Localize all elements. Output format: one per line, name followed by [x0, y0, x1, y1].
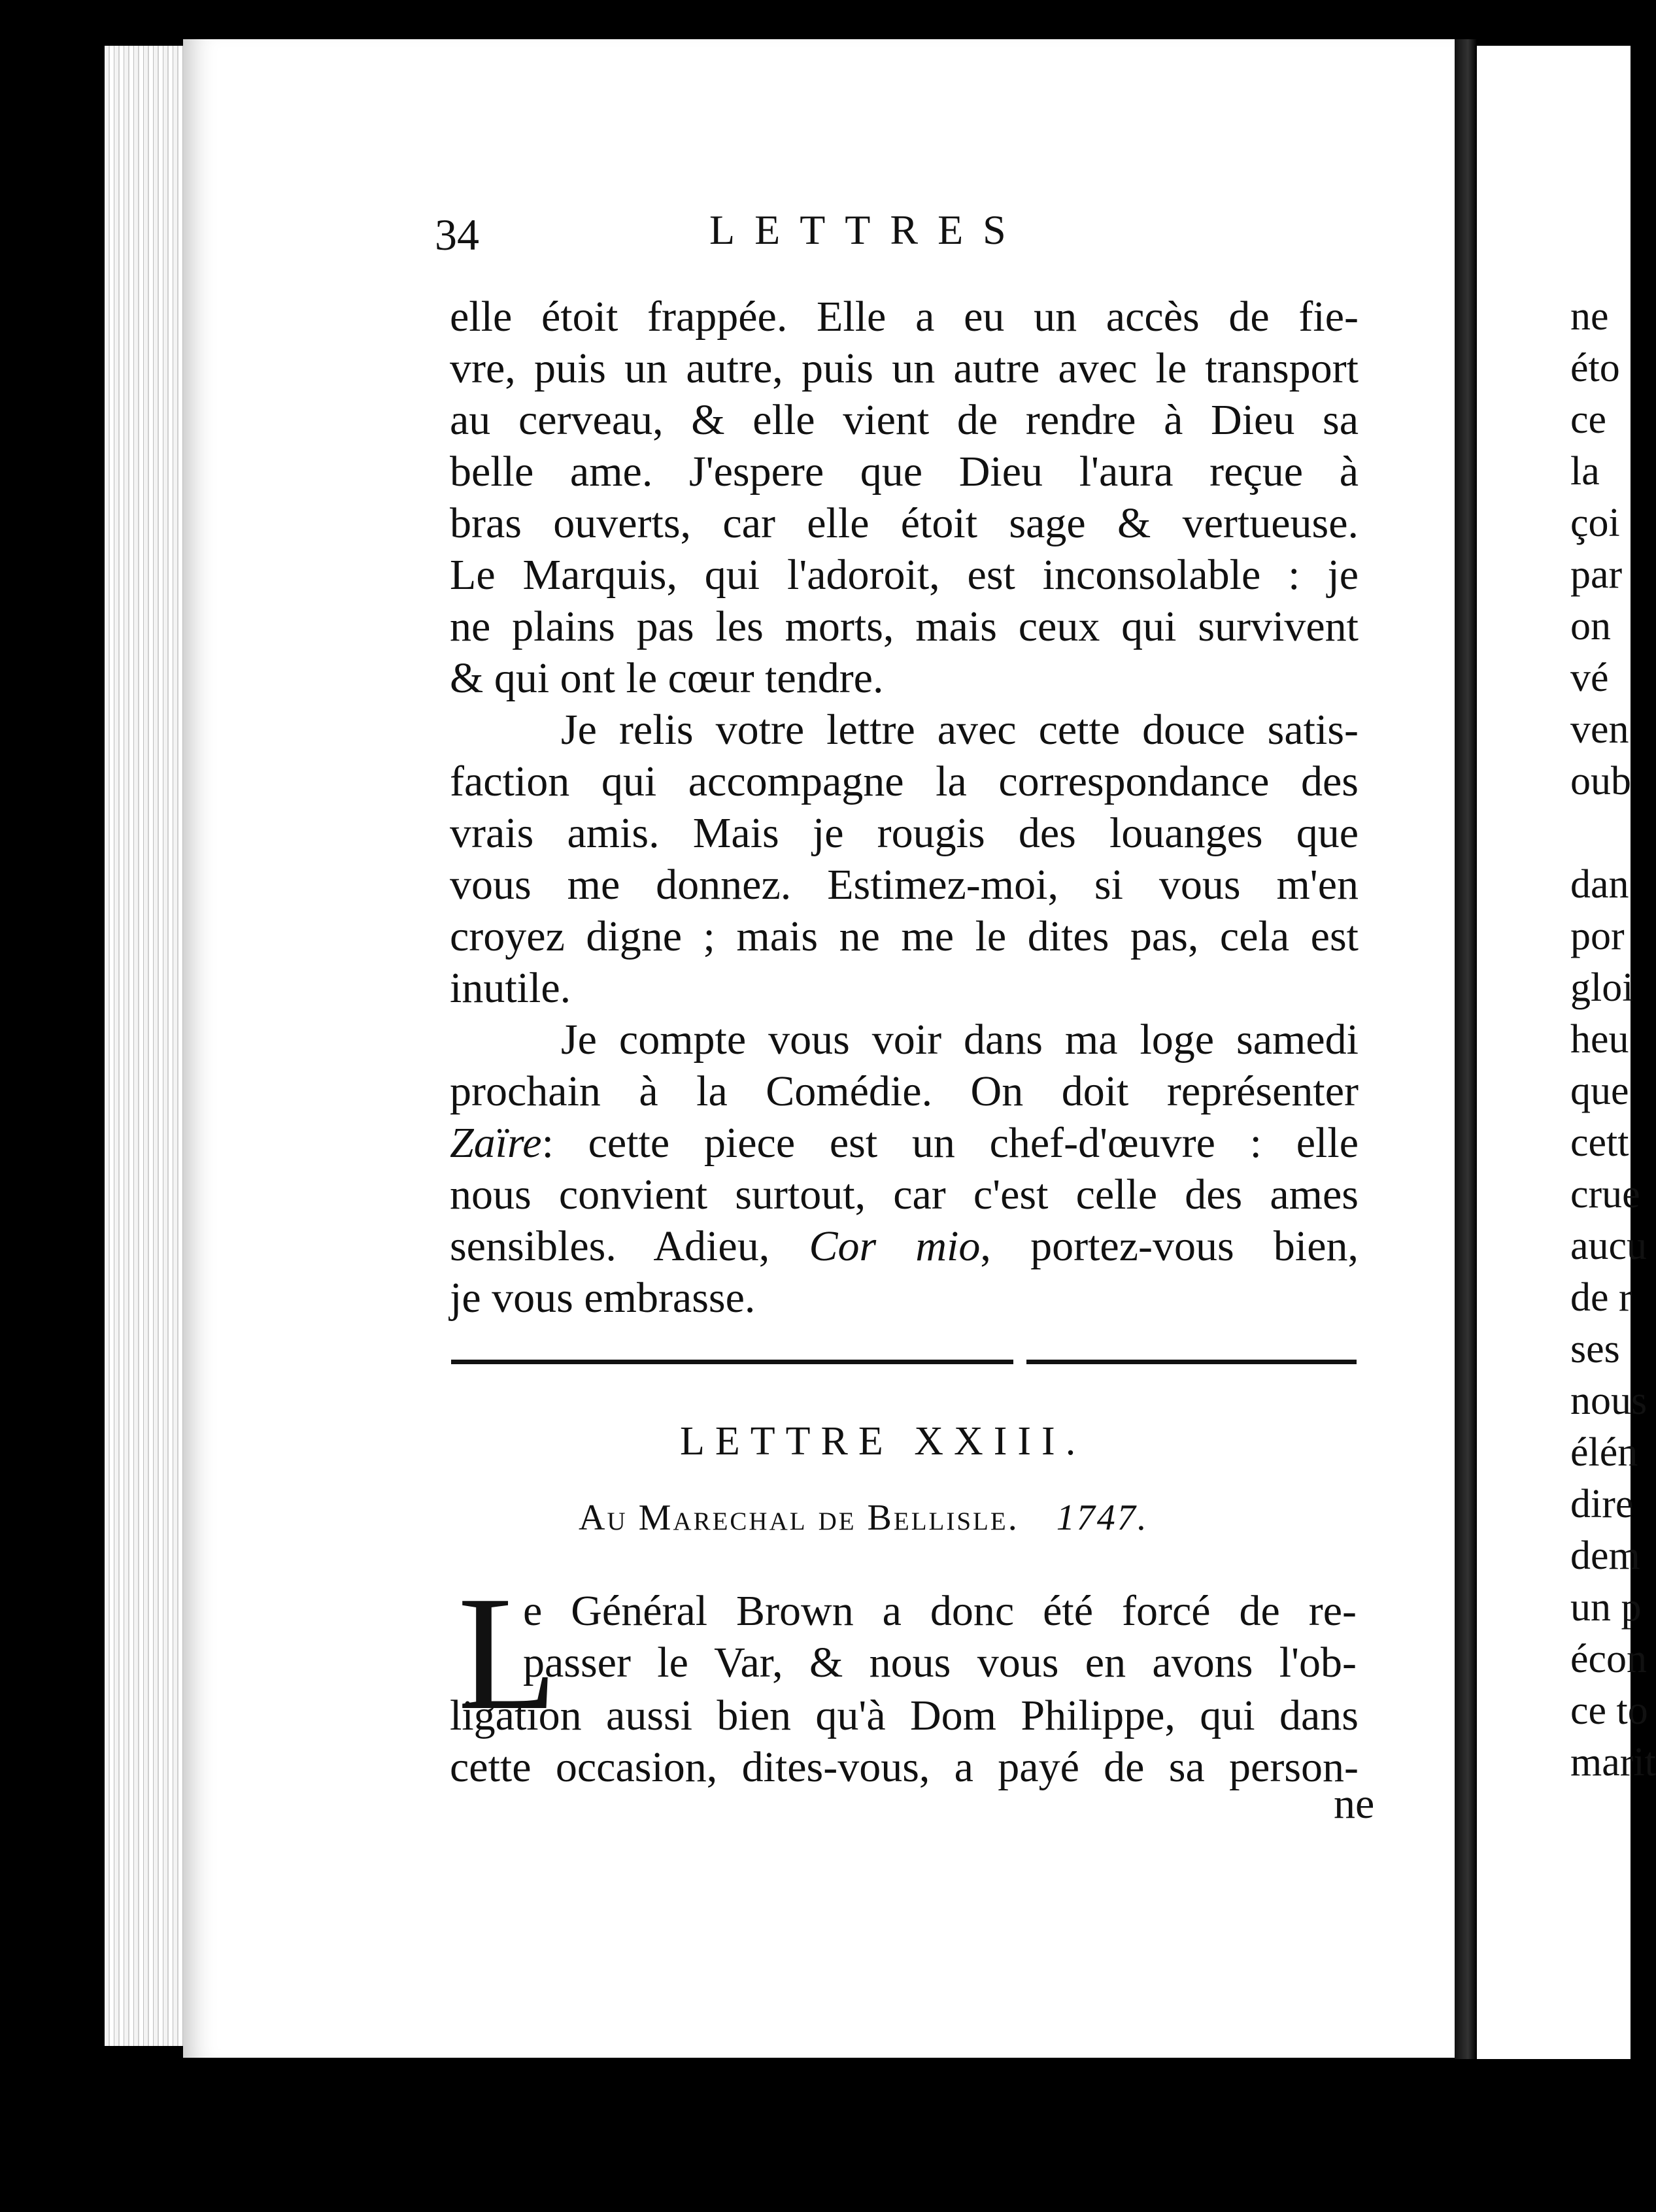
- book-gutter: [1455, 39, 1477, 2059]
- letter-address: [579, 1497, 1149, 1539]
- fragment: de r: [1570, 1275, 1632, 1320]
- fragment: gloi: [1570, 965, 1634, 1010]
- facing-page-text: [1570, 291, 1656, 1788]
- text-line: bras ouverts, car elle étoit sage & vertueuse.: [450, 499, 1359, 547]
- fragment: un p: [1570, 1585, 1642, 1630]
- text-fragment: : cette piece est un chef-d'œuvre : elle: [541, 1119, 1359, 1167]
- fragment: élén: [1570, 1430, 1638, 1475]
- letter-heading: LETTRE XXIII.: [680, 1419, 1087, 1464]
- text-line: vrais amis. Mais je rougis des louanges que: [450, 809, 1359, 857]
- text-line: & qui ont le cœur tendre.: [450, 654, 884, 702]
- letter-text: [450, 1690, 1359, 1793]
- catchword: ne: [1334, 1780, 1375, 1828]
- fragment: dan: [1570, 862, 1629, 907]
- fragment: ven: [1570, 707, 1629, 752]
- fragment: on: [1570, 604, 1611, 648]
- text-line: Le Marquis, qui l'adoroit, est inconsolable : je: [450, 551, 1359, 599]
- text-line: belle ame. J'espere que Dieu l'aura reçue à: [450, 448, 1359, 495]
- text-line: Je relis votre lettre avec cette douce satis-: [561, 706, 1359, 754]
- fragment: oub: [1570, 759, 1631, 803]
- text-line: ne plains pas les morts, mais ceux qui survivent: [450, 603, 1359, 650]
- text-line: cette occasion, dites-vous, a payé de sa person-: [450, 1743, 1359, 1791]
- letter-year: 1747.: [1056, 1498, 1149, 1538]
- fragment: écon: [1570, 1637, 1648, 1681]
- fragment: ne: [1570, 294, 1609, 339]
- fragment: aucu: [1570, 1224, 1648, 1268]
- text-line: faction qui accompagne la correspondance des: [450, 758, 1359, 805]
- letter-body-text: [450, 291, 1359, 1324]
- text-line: inutile.: [450, 964, 571, 1012]
- fragment: que: [1570, 1069, 1629, 1113]
- text-line: [450, 1117, 1359, 1169]
- text-line: [450, 1220, 1359, 1272]
- endearment: Cor mio: [809, 1222, 981, 1270]
- fragment: marit: [1570, 1740, 1656, 1785]
- fragment: nous: [1570, 1379, 1648, 1423]
- fragment: dem: [1570, 1533, 1640, 1578]
- text-line: elle étoit frappée. Elle a eu un accès de fie-: [450, 293, 1359, 341]
- fragment: dire: [1570, 1482, 1634, 1526]
- fragment: heu: [1570, 1017, 1629, 1062]
- fragment: ce to: [1570, 1688, 1648, 1733]
- text-line: au cerveau, & elle vient de rendre à Dieu sa: [450, 396, 1359, 444]
- recipient: Au Marechal de Bellisle.: [579, 1498, 1019, 1538]
- text-fragment: , portez-vous bien,: [980, 1222, 1359, 1270]
- fragment: çoi: [1570, 501, 1620, 545]
- running-title: LETTRES: [709, 207, 1026, 253]
- drop-cap-text: [523, 1585, 1357, 1688]
- text-line: e Général Brown a donc été forcé de re-: [523, 1587, 1357, 1635]
- text-line: croyez digne ; mais ne me le dites pas, cela est: [450, 913, 1359, 960]
- fragment: [1570, 807, 1656, 859]
- fragment: par: [1570, 552, 1623, 597]
- text-line: je vous embrasse.: [450, 1274, 756, 1322]
- divider-rule-right: [1026, 1360, 1357, 1364]
- text-line: vre, puis un autre, puis un autre avec le transport: [450, 344, 1359, 392]
- fragment: ses: [1570, 1327, 1620, 1371]
- divider-rule-left: [451, 1360, 1013, 1364]
- fragment: ce: [1570, 397, 1607, 442]
- fragment: éto: [1570, 346, 1620, 390]
- text-line: ligation aussi bien qu'à Dom Philippe, qui dans: [450, 1692, 1359, 1739]
- text-fragment: sensibles. Adieu,: [450, 1222, 770, 1270]
- fragment: la: [1570, 449, 1600, 494]
- fragment: cett: [1570, 1120, 1629, 1165]
- drop-cap: L: [458, 1563, 558, 1744]
- page-number: 34: [435, 210, 479, 260]
- text-line: nous convient surtout, car c'est celle des ames: [450, 1171, 1359, 1218]
- text-line: passer le Var, & nous vous en avons l'ob-: [523, 1639, 1357, 1686]
- text-line: vous me donnez. Estimez-moi, si vous m'en: [450, 861, 1359, 909]
- text-line: Je compte vous voir dans ma loge samedi: [561, 1016, 1359, 1064]
- fragment: por: [1570, 914, 1625, 958]
- fragment: crue: [1570, 1172, 1640, 1216]
- fragment: vé: [1570, 656, 1609, 700]
- play-title: Zaïre: [450, 1119, 542, 1167]
- text-line: prochain à la Comédie. On doit représenter: [450, 1067, 1359, 1115]
